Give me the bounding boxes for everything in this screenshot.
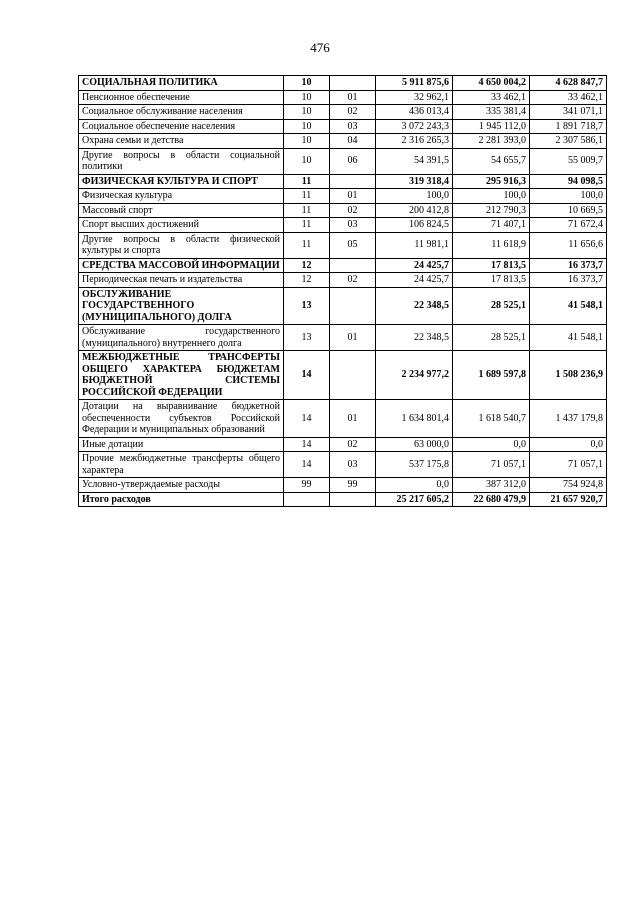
row-section-code: 11 <box>284 203 330 218</box>
table-row <box>79 189 607 204</box>
row-value-3: 41 548,1 <box>530 287 607 325</box>
table-body <box>79 76 607 507</box>
row-value-2: 28 525,1 <box>453 287 530 325</box>
row-name: Дотации на выравнивание бюджетной обеспеченности субъектов Российской Федерации и муниципальных образований <box>79 400 284 438</box>
table-row <box>79 76 607 91</box>
row-subsection-code: 01 <box>330 400 376 438</box>
row-value-1: 24 425,7 <box>376 258 453 273</box>
row-value-3: 4 628 847,7 <box>530 76 607 91</box>
row-name: ФИЗИЧЕСКАЯ КУЛЬТУРА И СПОРТ <box>79 174 284 189</box>
row-section-code: 10 <box>284 148 330 174</box>
table-row <box>79 119 607 134</box>
row-value-3: 41 548,1 <box>530 325 607 351</box>
row-value-2: 11 618,9 <box>453 232 530 258</box>
row-value-2: 387 312,0 <box>453 478 530 493</box>
row-subsection-code: 02 <box>330 203 376 218</box>
row-value-2: 100,0 <box>453 189 530 204</box>
row-name: Массовый спорт <box>79 203 284 218</box>
row-name: Итого расходов <box>79 492 284 507</box>
row-name: Прочие межбюджетные трансферты общего характера <box>79 452 284 478</box>
row-value-2: 33 462,1 <box>453 90 530 105</box>
row-subsection-code: 06 <box>330 148 376 174</box>
table-row <box>79 351 607 400</box>
row-value-2: 71 407,1 <box>453 218 530 233</box>
row-section-code: 14 <box>284 400 330 438</box>
row-subsection-code <box>330 174 376 189</box>
row-value-3: 754 924,8 <box>530 478 607 493</box>
row-section-code: 11 <box>284 174 330 189</box>
row-subsection-code: 04 <box>330 134 376 149</box>
row-value-2: 295 916,3 <box>453 174 530 189</box>
row-value-3: 341 071,1 <box>530 105 607 120</box>
table-row <box>79 258 607 273</box>
row-name: Спорт высших достижений <box>79 218 284 233</box>
row-section-code: 10 <box>284 90 330 105</box>
row-value-3: 11 656,6 <box>530 232 607 258</box>
row-subsection-code: 05 <box>330 232 376 258</box>
row-name: Охрана семьи и детства <box>79 134 284 149</box>
row-subsection-code: 02 <box>330 105 376 120</box>
table-row <box>79 203 607 218</box>
row-section-code <box>284 492 330 507</box>
row-subsection-code: 01 <box>330 90 376 105</box>
row-section-code: 11 <box>284 218 330 233</box>
row-value-1: 5 911 875,6 <box>376 76 453 91</box>
row-name: Социальное обслуживание населения <box>79 105 284 120</box>
row-name: Обслуживание государственного (муниципального) внутреннего долга <box>79 325 284 351</box>
row-value-1: 11 981,1 <box>376 232 453 258</box>
table-row <box>79 232 607 258</box>
row-value-2: 17 813,5 <box>453 273 530 288</box>
row-subsection-code <box>330 258 376 273</box>
table-row <box>79 437 607 452</box>
row-subsection-code: 03 <box>330 452 376 478</box>
row-subsection-code <box>330 492 376 507</box>
row-name: Другие вопросы в области физической культуры и спорта <box>79 232 284 258</box>
table-row <box>79 325 607 351</box>
row-value-2: 17 813,5 <box>453 258 530 273</box>
row-value-1: 1 634 801,4 <box>376 400 453 438</box>
row-value-3: 1 508 236,9 <box>530 351 607 400</box>
row-name: Иные дотации <box>79 437 284 452</box>
row-value-3: 21 657 920,7 <box>530 492 607 507</box>
row-subsection-code <box>330 76 376 91</box>
row-value-1: 106 824,5 <box>376 218 453 233</box>
row-value-3: 1 437 179,8 <box>530 400 607 438</box>
row-subsection-code <box>330 287 376 325</box>
row-name: СОЦИАЛЬНАЯ ПОЛИТИКА <box>79 76 284 91</box>
row-section-code: 10 <box>284 76 330 91</box>
row-value-2: 54 655,7 <box>453 148 530 174</box>
row-name: СРЕДСТВА МАССОВОЙ ИНФОРМАЦИИ <box>79 258 284 273</box>
row-value-2: 1 945 112,0 <box>453 119 530 134</box>
row-value-2: 22 680 479,9 <box>453 492 530 507</box>
row-value-1: 22 348,5 <box>376 287 453 325</box>
row-name: Физическая культура <box>79 189 284 204</box>
row-value-3: 1 891 718,7 <box>530 119 607 134</box>
row-name: Условно-утверждаемые расходы <box>79 478 284 493</box>
row-value-2: 212 790,3 <box>453 203 530 218</box>
row-name: Периодическая печать и издательства <box>79 273 284 288</box>
table-row <box>79 148 607 174</box>
row-name: Социальное обеспечение населения <box>79 119 284 134</box>
row-subsection-code: 03 <box>330 218 376 233</box>
row-value-1: 63 000,0 <box>376 437 453 452</box>
row-section-code: 14 <box>284 351 330 400</box>
row-subsection-code: 01 <box>330 189 376 204</box>
row-subsection-code: 02 <box>330 437 376 452</box>
row-value-1: 3 072 243,3 <box>376 119 453 134</box>
row-name: МЕЖБЮДЖЕТНЫЕ ТРАНСФЕРТЫ ОБЩЕГО ХАРАКТЕРА БЮДЖЕТАМ БЮДЖЕТНОЙ СИСТЕМЫ РОССИЙСКОЙ ФЕДЕРАЦИИ <box>79 351 284 400</box>
row-section-code: 11 <box>284 232 330 258</box>
table-row <box>79 90 607 105</box>
row-section-code: 14 <box>284 437 330 452</box>
row-value-3: 16 373,7 <box>530 258 607 273</box>
row-name: Пенсионное обеспечение <box>79 90 284 105</box>
table-row-total <box>79 492 607 507</box>
row-value-1: 319 318,4 <box>376 174 453 189</box>
row-name: ОБСЛУЖИВАНИЕ ГОСУДАРСТВЕННОГО (МУНИЦИПАЛЬНОГО) ДОЛГА <box>79 287 284 325</box>
row-section-code: 99 <box>284 478 330 493</box>
row-section-code: 10 <box>284 105 330 120</box>
page-number: 476 <box>310 40 330 55</box>
row-value-1: 537 175,8 <box>376 452 453 478</box>
row-value-1: 32 962,1 <box>376 90 453 105</box>
row-subsection-code: 03 <box>330 119 376 134</box>
row-value-2: 4 650 004,2 <box>453 76 530 91</box>
table-row <box>79 174 607 189</box>
row-value-1: 22 348,5 <box>376 325 453 351</box>
row-subsection-code <box>330 351 376 400</box>
row-section-code: 12 <box>284 258 330 273</box>
row-section-code: 10 <box>284 134 330 149</box>
row-value-1: 100,0 <box>376 189 453 204</box>
row-value-2: 2 281 393,0 <box>453 134 530 149</box>
row-value-2: 28 525,1 <box>453 325 530 351</box>
table-row <box>79 105 607 120</box>
row-value-1: 54 391,5 <box>376 148 453 174</box>
row-section-code: 12 <box>284 273 330 288</box>
row-value-3: 10 669,5 <box>530 203 607 218</box>
row-subsection-code: 02 <box>330 273 376 288</box>
row-value-1: 2 316 265,3 <box>376 134 453 149</box>
table-row <box>79 218 607 233</box>
row-value-3: 55 009,7 <box>530 148 607 174</box>
table-row <box>79 287 607 325</box>
row-section-code: 13 <box>284 325 330 351</box>
budget-expenses-table <box>78 75 607 507</box>
table-row <box>79 134 607 149</box>
row-value-2: 71 057,1 <box>453 452 530 478</box>
row-value-3: 0,0 <box>530 437 607 452</box>
row-value-2: 0,0 <box>453 437 530 452</box>
row-subsection-code: 99 <box>330 478 376 493</box>
row-value-3: 94 098,5 <box>530 174 607 189</box>
table-row <box>79 478 607 493</box>
row-value-3: 33 462,1 <box>530 90 607 105</box>
row-section-code: 10 <box>284 119 330 134</box>
row-name: Другие вопросы в области социальной политики <box>79 148 284 174</box>
table-row <box>79 273 607 288</box>
row-value-1: 200 412,8 <box>376 203 453 218</box>
row-subsection-code: 01 <box>330 325 376 351</box>
row-value-3: 16 373,7 <box>530 273 607 288</box>
row-value-3: 100,0 <box>530 189 607 204</box>
row-value-3: 71 672,4 <box>530 218 607 233</box>
row-value-1: 25 217 605,2 <box>376 492 453 507</box>
table-row <box>79 400 607 438</box>
row-value-1: 0,0 <box>376 478 453 493</box>
row-value-1: 436 013,4 <box>376 105 453 120</box>
table-row <box>79 452 607 478</box>
row-value-3: 2 307 586,1 <box>530 134 607 149</box>
row-value-1: 2 234 977,2 <box>376 351 453 400</box>
row-value-3: 71 057,1 <box>530 452 607 478</box>
row-section-code: 13 <box>284 287 330 325</box>
row-value-2: 1 689 597,8 <box>453 351 530 400</box>
row-value-1: 24 425,7 <box>376 273 453 288</box>
row-section-code: 11 <box>284 189 330 204</box>
row-value-2: 335 381,4 <box>453 105 530 120</box>
row-section-code: 14 <box>284 452 330 478</box>
row-value-2: 1 618 540,7 <box>453 400 530 438</box>
